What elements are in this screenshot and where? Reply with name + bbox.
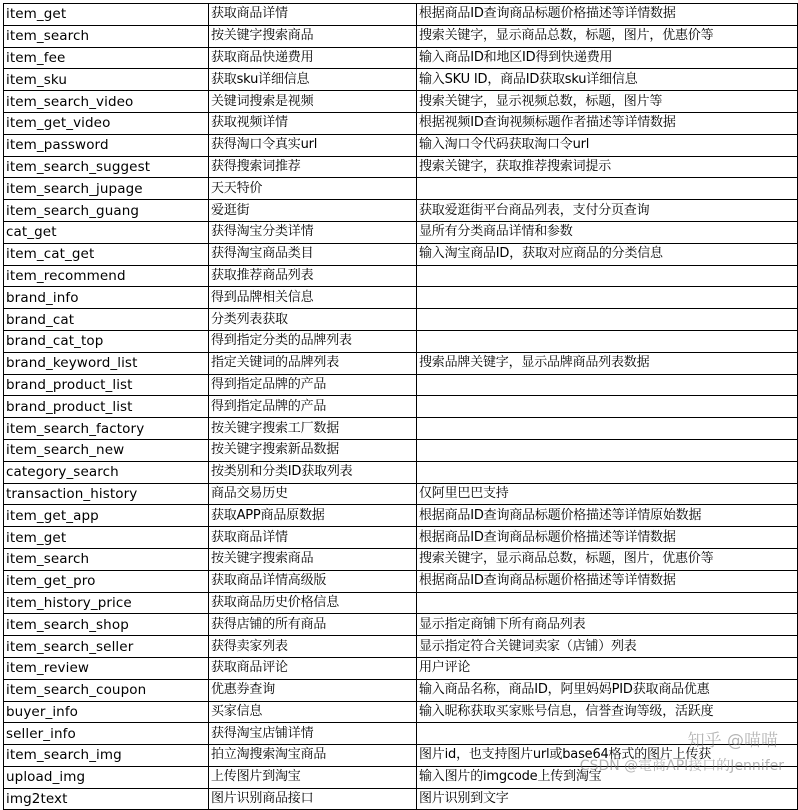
table-row (4, 636, 798, 658)
method-cell: item_search_factory (4, 418, 209, 440)
method-cell: item_recommend (4, 265, 209, 287)
note-cell: 输入昵称获取买家账号信息，信誉查询等级，活跃度 (417, 701, 798, 723)
description-cell: 获取商品快递费用 (209, 47, 417, 69)
note-cell (417, 330, 798, 352)
description-cell: 获得淘宝商品类目 (209, 243, 417, 265)
method-cell: cat_get (4, 221, 209, 243)
description-cell: 获取视频详情 (209, 112, 417, 134)
note-cell (417, 723, 798, 745)
note-cell: 显示指定商铺下所有商品列表 (417, 614, 798, 636)
description-cell: 获取APP商品原数据 (209, 505, 417, 527)
table-row (4, 679, 798, 701)
description-cell: 获得淘宝店铺详情 (209, 723, 417, 745)
note-cell: 输入图片的imgcode上传到淘宝 (417, 766, 798, 788)
method-cell: item_search_seller (4, 636, 209, 658)
table-row (4, 439, 798, 461)
note-cell: 显示指定符合关键词卖家（店铺）列表 (417, 636, 798, 658)
method-cell: item_cat_get (4, 243, 209, 265)
note-cell: 搜索品牌关键字，显示品牌商品列表数据 (417, 352, 798, 374)
table-row (4, 221, 798, 243)
table-row (4, 4, 798, 26)
description-cell: 爱逛街 (209, 200, 417, 222)
note-cell: 显所有分类商品详情和参数 (417, 221, 798, 243)
note-cell: 用户评论 (417, 657, 798, 679)
table-row (4, 243, 798, 265)
method-cell: item_get (4, 4, 209, 26)
method-cell: buyer_info (4, 701, 209, 723)
method-cell: item_search_suggest (4, 156, 209, 178)
method-cell: item_search_guang (4, 200, 209, 222)
table-row (4, 505, 798, 527)
note-cell (417, 396, 798, 418)
note-cell (417, 265, 798, 287)
method-cell: item_password (4, 134, 209, 156)
note-cell: 根据商品ID查询商品标题价格描述等详情原始数据 (417, 505, 798, 527)
description-cell: 获得店铺的所有商品 (209, 614, 417, 636)
method-cell: item_search_coupon (4, 679, 209, 701)
method-cell: item_sku (4, 69, 209, 91)
table-row (4, 766, 798, 788)
description-cell: 分类列表获取 (209, 309, 417, 331)
table-row (4, 614, 798, 636)
note-cell: 根据视频ID查询视频标题作者描述等详情数据 (417, 112, 798, 134)
table-row (4, 156, 798, 178)
table-row (4, 701, 798, 723)
note-cell (417, 461, 798, 483)
note-cell (417, 309, 798, 331)
table-row (4, 330, 798, 352)
note-cell (417, 287, 798, 309)
table-row (4, 723, 798, 745)
table-row (4, 461, 798, 483)
description-cell: 按关键字搜索新品数据 (209, 439, 417, 461)
description-cell: 按类别和分类ID获取列表 (209, 461, 417, 483)
method-cell: upload_img (4, 766, 209, 788)
description-cell: 拍立淘搜索淘宝商品 (209, 745, 417, 767)
table-row (4, 483, 798, 505)
note-cell: 图片识别到文字 (417, 788, 798, 810)
note-cell: 搜索关键字，获取推荐搜索词提示 (417, 156, 798, 178)
table-row (4, 265, 798, 287)
table-row (4, 112, 798, 134)
method-cell: item_get (4, 527, 209, 549)
note-cell: 输入淘口令代码获取淘口令url (417, 134, 798, 156)
description-cell: 关键词搜索是视频 (209, 91, 417, 113)
method-cell: category_search (4, 461, 209, 483)
method-cell: img2text (4, 788, 209, 810)
note-cell: 搜索关键字，显示商品总数，标题，图片，优惠价等 (417, 25, 798, 47)
watermark-csdn: CSDN @電商API接口的Jennifer (579, 758, 784, 774)
method-cell: item_search_video (4, 91, 209, 113)
description-cell: 按关键字搜索商品 (209, 25, 417, 47)
table-row (4, 396, 798, 418)
method-cell: item_search_jupage (4, 178, 209, 200)
table-row (4, 570, 798, 592)
description-cell: 得到指定分类的品牌列表 (209, 330, 417, 352)
note-cell: 搜索关键字，显示商品总数，标题，图片，优惠价等 (417, 548, 798, 570)
method-cell: item_get_video (4, 112, 209, 134)
table-body (4, 4, 798, 810)
description-cell: 得到品牌相关信息 (209, 287, 417, 309)
note-cell: 输入SKU ID，商品ID获取sku详细信息 (417, 69, 798, 91)
description-cell: 指定关键词的品牌列表 (209, 352, 417, 374)
table-row (4, 548, 798, 570)
note-cell: 输入商品ID和地区ID得到快递费用 (417, 47, 798, 69)
description-cell: 获取推荐商品列表 (209, 265, 417, 287)
table-row (4, 134, 798, 156)
method-cell: brand_product_list (4, 396, 209, 418)
description-cell: 获得淘宝分类详情 (209, 221, 417, 243)
table-row (4, 69, 798, 91)
table-row (4, 657, 798, 679)
table-row (4, 178, 798, 200)
api-table (3, 3, 798, 810)
method-cell: item_get_pro (4, 570, 209, 592)
description-cell: 按关键字搜索商品 (209, 548, 417, 570)
method-cell: brand_cat (4, 309, 209, 331)
method-cell: brand_info (4, 287, 209, 309)
note-cell (417, 374, 798, 396)
table-row (4, 91, 798, 113)
description-cell: 获取商品详情 (209, 527, 417, 549)
table-row (4, 374, 798, 396)
table-row (4, 287, 798, 309)
table-row (4, 25, 798, 47)
note-cell: 图片id，也支持图片url或base64格式的图片上传获 (417, 745, 798, 767)
description-cell: 获取sku详细信息 (209, 69, 417, 91)
table-row (4, 200, 798, 222)
method-cell: brand_keyword_list (4, 352, 209, 374)
table-row (4, 352, 798, 374)
table-row (4, 788, 798, 810)
note-cell (417, 418, 798, 440)
method-cell: item_search (4, 548, 209, 570)
method-cell: item_search_img (4, 745, 209, 767)
note-cell: 获取爱逛街平台商品列表，支付分页查询 (417, 200, 798, 222)
method-cell: brand_product_list (4, 374, 209, 396)
table-row (4, 745, 798, 767)
description-cell: 获取商品评论 (209, 657, 417, 679)
note-cell (417, 178, 798, 200)
description-cell: 获得卖家列表 (209, 636, 417, 658)
description-cell: 上传图片到淘宝 (209, 766, 417, 788)
method-cell: item_search_shop (4, 614, 209, 636)
note-cell: 输入淘宝商品ID，获取对应商品的分类信息 (417, 243, 798, 265)
method-cell: item_search (4, 25, 209, 47)
note-cell (417, 592, 798, 614)
description-cell: 获取商品详情 (209, 4, 417, 26)
description-cell: 获得搜索词推荐 (209, 156, 417, 178)
description-cell: 优惠券查询 (209, 679, 417, 701)
note-cell: 输入商品名称，商品ID，阿里妈妈PID获取商品优惠 (417, 679, 798, 701)
method-cell: brand_cat_top (4, 330, 209, 352)
description-cell: 获取商品历史价格信息 (209, 592, 417, 614)
description-cell: 获得淘口令真实url (209, 134, 417, 156)
method-cell: item_history_price (4, 592, 209, 614)
table-row (4, 418, 798, 440)
method-cell: seller_info (4, 723, 209, 745)
note-cell: 仅阿里巴巴支持 (417, 483, 798, 505)
description-cell: 商品交易历史 (209, 483, 417, 505)
table-row (4, 47, 798, 69)
watermark-zhihu: 知乎 @喵喵 (687, 731, 778, 751)
note-cell: 根据商品ID查询商品标题价格描述等详情数据 (417, 570, 798, 592)
method-cell: item_fee (4, 47, 209, 69)
table-row (4, 592, 798, 614)
note-cell: 搜索关键字，显示视频总数，标题，图片等 (417, 91, 798, 113)
note-cell (417, 439, 798, 461)
description-cell: 图片识别商品接口 (209, 788, 417, 810)
method-cell: item_get_app (4, 505, 209, 527)
description-cell: 得到指定品牌的产品 (209, 374, 417, 396)
description-cell: 得到指定品牌的产品 (209, 396, 417, 418)
method-cell: item_search_new (4, 439, 209, 461)
description-cell: 按关键字搜索工厂数据 (209, 418, 417, 440)
table-row (4, 309, 798, 331)
table-row (4, 527, 798, 549)
description-cell: 天天特价 (209, 178, 417, 200)
description-cell: 获取商品详情高级版 (209, 570, 417, 592)
method-cell: item_review (4, 657, 209, 679)
method-cell: transaction_history (4, 483, 209, 505)
note-cell: 根据商品ID查询商品标题价格描述等详情数据 (417, 527, 798, 549)
note-cell: 根据商品ID查询商品标题价格描述等详情数据 (417, 4, 798, 26)
description-cell: 买家信息 (209, 701, 417, 723)
